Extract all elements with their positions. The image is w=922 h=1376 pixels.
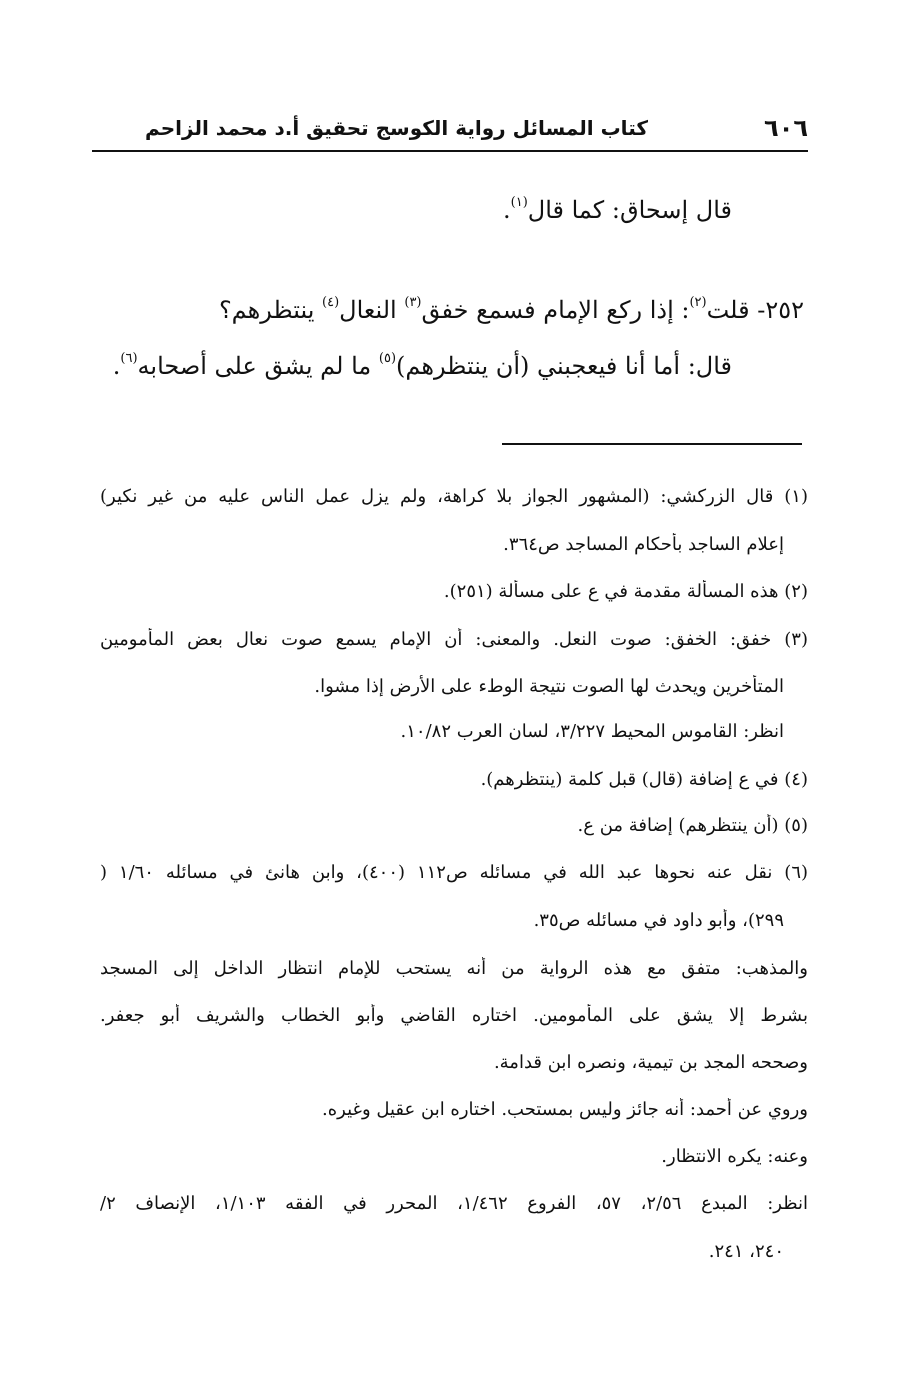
main-text: قال إسحاق: كما قال bbox=[527, 196, 732, 224]
footnote-6-line-1: (٦) نقل عنه نحوها عبد الله في مسائله ص١١٢ (٤٠٠)، وابن هانئ في مسائله ١/٦٠ ( bbox=[100, 862, 808, 883]
footnote-ref: (٣) bbox=[404, 295, 422, 310]
footnote-ref: (٦) bbox=[120, 351, 138, 366]
footnote-ref: (٢) bbox=[689, 295, 707, 310]
footnote-ref: (١) bbox=[510, 195, 528, 210]
footnote-3-line-2: المتأخرين ويحدث لها الصوت نتيجة الوطء على الأرض إذا مشوا. bbox=[314, 676, 784, 697]
footnote-6-line-3: والمذهب: متفق مع هذه الرواية من أنه يستحب للإمام انتظار الداخل إلى المسجد bbox=[100, 958, 808, 979]
footnote-6-line-6: وروي عن أحمد: أنه جائز وليس بمستحب. اختاره ابن عقيل وغيره. bbox=[322, 1099, 808, 1120]
question-text: : إذا ركع الإمام فسمع خفق bbox=[421, 296, 690, 324]
punctuation: . bbox=[502, 196, 511, 224]
question-number: ٢٥٢- bbox=[757, 296, 804, 324]
question-text: قلت bbox=[706, 296, 750, 324]
footnote-2: (٢) هذه المسألة مقدمة في ع على مسألة (٢٥١). bbox=[443, 581, 808, 602]
question-text: النعال bbox=[339, 296, 405, 324]
answer-text: قال: أما أنا فيعجبني (أن ينتظرهم) bbox=[396, 352, 732, 380]
footnote-6-line-8: انظر: المبدع ٢/٥٦، ٥٧، الفروع ١/٤٦٢، المحرر في الفقه ١/١٠٣، الإنصاف ٢/ bbox=[100, 1193, 808, 1214]
footnote-1-line-1: (١) قال الزركشي: (المشهور الجواز بلا كراهة، ولم يزل عمل الناس عليه من غير نكير) bbox=[100, 486, 808, 507]
footnote-ref: (٤) bbox=[322, 295, 340, 310]
footnote-6-line-5: وصححه المجد بن تيمية، ونصره ابن قدامة. bbox=[493, 1052, 808, 1073]
question-text: ينتظرهم؟ bbox=[218, 296, 323, 324]
footnote-1-line-2: إعلام الساجد بأحكام المساجد ص٣٦٤. bbox=[503, 534, 784, 555]
main-line-ishaq bbox=[503, 196, 732, 225]
footnote-5: (٥) (أن ينتظرهم) إضافة من ع. bbox=[577, 815, 808, 836]
punctuation: . bbox=[112, 352, 121, 380]
footnote-6-line-2: ٢٩٩)، وأبو داود في مسائله ص٣٥. bbox=[533, 910, 784, 931]
footnote-6-line-7: وعنه: يكره الانتظار. bbox=[661, 1146, 808, 1167]
footnote-4: (٤) في ع إضافة (قال) قبل كلمة (ينتظرهم). bbox=[480, 769, 808, 790]
footnote-6-line-4: بشرط إلا يشق على المأمومين. اختاره القاضي وأبو الخطاب والشريف أبو جعفر. bbox=[100, 1005, 808, 1026]
running-title: كتاب المسائل رواية الكوسج تحقيق أ.د محمد الزاحم bbox=[145, 116, 648, 140]
footnote-3-line-3: انظر: القاموس المحيط ٣/٢٢٧، لسان العرب ١٠/٨٢. bbox=[400, 721, 784, 742]
page-header bbox=[92, 110, 808, 152]
answer-252 bbox=[113, 352, 732, 381]
footnote-6-line-9: ٢٤٠، ٢٤١. bbox=[708, 1241, 784, 1262]
question-252 bbox=[219, 296, 804, 325]
footnote-divider bbox=[502, 443, 802, 445]
footnote-3-line-1: (٣) خفق: الخفق: صوت النعل. والمعنى: أن الإمام يسمع صوت نعال بعض المأمومين bbox=[100, 629, 808, 650]
answer-text: ما لم يشق على أصحابه bbox=[137, 352, 379, 380]
page-number: ٦٠٦ bbox=[764, 114, 808, 142]
footnote-ref: (٥) bbox=[378, 351, 397, 366]
